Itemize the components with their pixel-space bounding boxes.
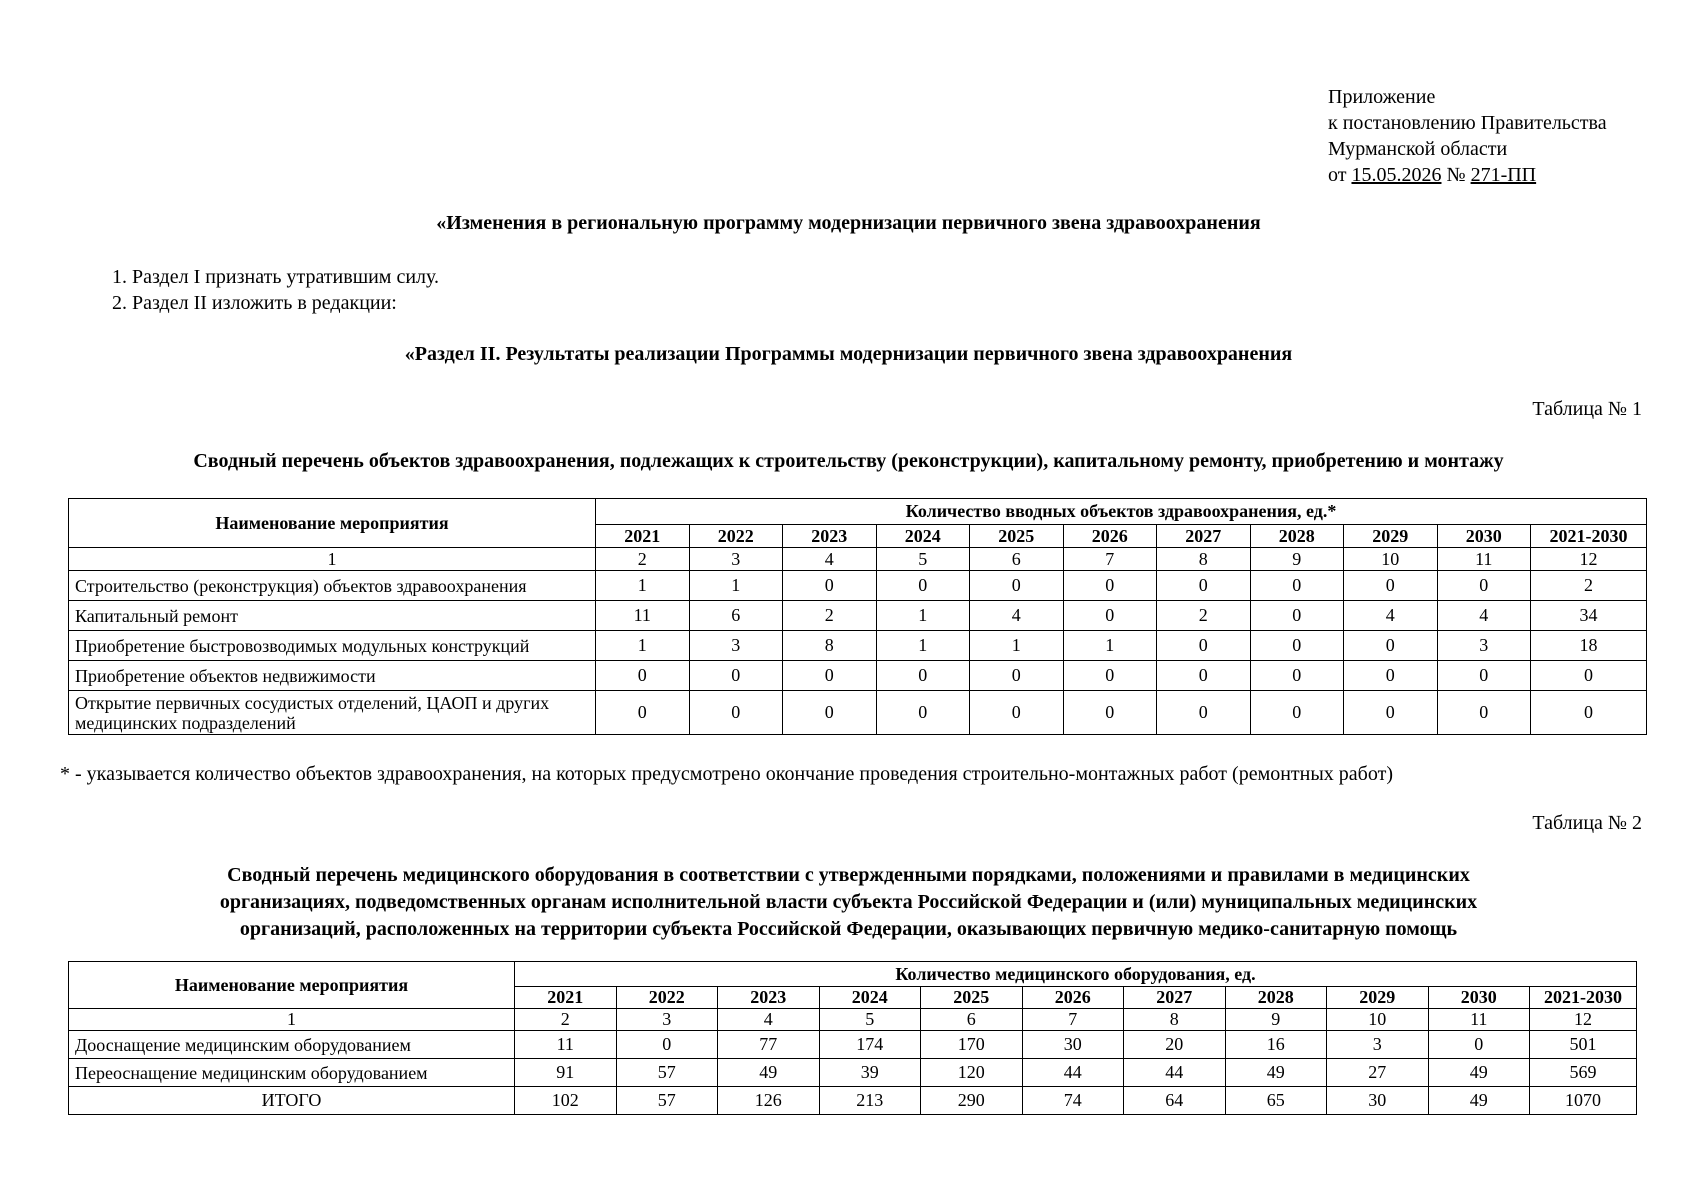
table2-cell: 213 bbox=[819, 1087, 921, 1115]
table2-column-number: 6 bbox=[921, 1009, 1023, 1031]
table1-column-number: 5 bbox=[876, 548, 970, 571]
table1-cell: 0 bbox=[783, 691, 877, 735]
table1-cell: 0 bbox=[1344, 661, 1438, 691]
table1-cell: 0 bbox=[1531, 691, 1647, 735]
table2-cell: 120 bbox=[921, 1059, 1023, 1087]
table2-cell: 174 bbox=[819, 1031, 921, 1059]
table2-cell: 0 bbox=[616, 1031, 718, 1059]
table1-column-number: 6 bbox=[970, 548, 1064, 571]
table2-cell: 30 bbox=[1327, 1087, 1429, 1115]
table1-cell: 34 bbox=[1531, 601, 1647, 631]
table1-column-number: 2 bbox=[596, 548, 690, 571]
table2-title-line-1: Сводный перечень медицинского оборудования в соответствии с утвержденными порядками, положениями и правилами в медицинских bbox=[227, 864, 1470, 886]
table1-cell: 0 bbox=[1344, 571, 1438, 601]
table1-cell: 4 bbox=[970, 601, 1064, 631]
table1-column-number: 7 bbox=[1063, 548, 1157, 571]
appendix-number-sign: № bbox=[1446, 164, 1466, 186]
table1-cell: 0 bbox=[1157, 571, 1251, 601]
table-row bbox=[69, 571, 1647, 601]
table1-year-header: 2021-2030 bbox=[1531, 525, 1647, 548]
table1-cell: 0 bbox=[1250, 571, 1344, 601]
table2-cell: 91 bbox=[515, 1059, 617, 1087]
table1-group-header: Количество вводных объектов здравоохранения, ед.* bbox=[596, 499, 1647, 525]
table1-cell: 0 bbox=[596, 661, 690, 691]
appendix-line-3: Мурманской области bbox=[1328, 138, 1508, 160]
main-title: «Изменения в региональную программу модернизации первичного звена здравоохранения bbox=[436, 212, 1261, 234]
table1-column-number: 9 bbox=[1250, 548, 1344, 571]
table2-cell: 16 bbox=[1225, 1031, 1327, 1059]
table1-cell: 0 bbox=[689, 691, 783, 735]
table1-cell: 0 bbox=[970, 691, 1064, 735]
table1-cell: 2 bbox=[1531, 571, 1647, 601]
table2-column-number: 2 bbox=[515, 1009, 617, 1031]
table2-cell: 49 bbox=[1428, 1059, 1530, 1087]
appendix-block bbox=[1328, 84, 1607, 188]
table1-cell: 0 bbox=[689, 661, 783, 691]
appendix-from-prefix: от bbox=[1328, 164, 1347, 186]
table1-year-header: 2029 bbox=[1344, 525, 1438, 548]
table1-cell: 0 bbox=[1437, 571, 1531, 601]
table1-cell: 3 bbox=[689, 631, 783, 661]
table2-cell: 77 bbox=[718, 1031, 820, 1059]
table2-cell: 569 bbox=[1530, 1059, 1637, 1087]
table1-row-name: Приобретение быстровозводимых модульных конструкций bbox=[69, 631, 596, 661]
table2-year-header: 2025 bbox=[921, 987, 1023, 1009]
table-row bbox=[69, 1087, 1637, 1115]
table1-cell: 0 bbox=[970, 571, 1064, 601]
table1-year-header: 2022 bbox=[689, 525, 783, 548]
table2-cell: 49 bbox=[718, 1059, 820, 1087]
table1-cell: 0 bbox=[1063, 691, 1157, 735]
table2-column-number: 8 bbox=[1124, 1009, 1226, 1031]
table1-column-number: 1 bbox=[69, 548, 596, 571]
table1-cell: 0 bbox=[596, 691, 690, 735]
appendix-number: 271-ПП bbox=[1470, 164, 1537, 186]
table2-column-number: 7 bbox=[1022, 1009, 1124, 1031]
table1-year-header: 2025 bbox=[970, 525, 1064, 548]
table1-cell: 11 bbox=[596, 601, 690, 631]
table1-cell: 0 bbox=[970, 661, 1064, 691]
table1-cell: 0 bbox=[1344, 631, 1438, 661]
table1-footnote: * - указывается количество объектов здравоохранения, на которых предусмотрено окончание проведения строительно-монтажных работ (ремонтных работ) bbox=[60, 763, 1393, 785]
table1 bbox=[68, 498, 1647, 735]
table2-cell: 65 bbox=[1225, 1087, 1327, 1115]
table2-row-name: Дооснащение медицинским оборудованием bbox=[69, 1031, 515, 1059]
table2-cell: 57 bbox=[616, 1087, 718, 1115]
table2-column-number: 5 bbox=[819, 1009, 921, 1031]
table1-year-header: 2028 bbox=[1250, 525, 1344, 548]
table1-cell: 6 bbox=[689, 601, 783, 631]
table2-cell: 74 bbox=[1022, 1087, 1124, 1115]
appendix-date-line bbox=[1328, 162, 1607, 188]
table2-cell: 170 bbox=[921, 1031, 1023, 1059]
table1-title: Сводный перечень объектов здравоохранения, подлежащих к строительству (реконструкции), капитальному ремонту, приобретению и монтажу bbox=[193, 450, 1504, 472]
table1-year-header: 2027 bbox=[1157, 525, 1251, 548]
table1-cell: 0 bbox=[1250, 661, 1344, 691]
table-row bbox=[69, 631, 1647, 661]
table2-year-header: 2026 bbox=[1022, 987, 1124, 1009]
table1-cell: 0 bbox=[783, 571, 877, 601]
table2-cell: 11 bbox=[515, 1031, 617, 1059]
table2-year-header: 2029 bbox=[1327, 987, 1429, 1009]
table1-cell: 0 bbox=[1157, 691, 1251, 735]
table1-row-name: Строительство (реконструкция) объектов здравоохранения bbox=[69, 571, 596, 601]
table2-column-number: 1 bbox=[69, 1009, 515, 1031]
table1-label: Таблица № 1 bbox=[1532, 398, 1642, 420]
table2-column-number: 11 bbox=[1428, 1009, 1530, 1031]
table1-row-name: Приобретение объектов недвижимости bbox=[69, 661, 596, 691]
table2-column-number: 12 bbox=[1530, 1009, 1637, 1031]
item-2: 2. Раздел II изложить в редакции: bbox=[112, 292, 397, 314]
table1-cell: 2 bbox=[783, 601, 877, 631]
table2-cell: 49 bbox=[1225, 1059, 1327, 1087]
table2-column-number: 3 bbox=[616, 1009, 718, 1031]
table2-cell: 27 bbox=[1327, 1059, 1429, 1087]
table1-cell: 0 bbox=[876, 571, 970, 601]
table1-cell: 0 bbox=[1157, 631, 1251, 661]
table2-group-header: Количество медицинского оборудования, ед. bbox=[515, 962, 1637, 987]
table2-row-name: Переоснащение медицинским оборудованием bbox=[69, 1059, 515, 1087]
table2-cell: 3 bbox=[1327, 1031, 1429, 1059]
table1-cell: 0 bbox=[1250, 601, 1344, 631]
table1-cell: 0 bbox=[1250, 691, 1344, 735]
table2-cell: 20 bbox=[1124, 1031, 1226, 1059]
table1-cell: 4 bbox=[1344, 601, 1438, 631]
section-title: «Раздел II. Результаты реализации Программы модернизации первичного звена здравоохранения bbox=[404, 343, 1293, 365]
table1-year-header: 2030 bbox=[1437, 525, 1531, 548]
table1-row-name: Открытие первичных сосудистых отделений, ЦАОП и других медицинских подразделений bbox=[69, 691, 596, 735]
table2-title-line-3: организаций, расположенных на территории субъекта Российской Федерации, оказывающих первичную медико-санитарную помощь bbox=[239, 918, 1458, 940]
table2-year-header: 2030 bbox=[1428, 987, 1530, 1009]
table2-year-header: 2024 bbox=[819, 987, 921, 1009]
table1-cell: 0 bbox=[1157, 661, 1251, 691]
table2-cell: 57 bbox=[616, 1059, 718, 1087]
table1-cell: 0 bbox=[876, 691, 970, 735]
table1-cell: 1 bbox=[689, 571, 783, 601]
table2-cell: 0 bbox=[1428, 1031, 1530, 1059]
table2-title-line-2: организациях, подведомственных органам исполнительной власти субъекта Российской Федерации и (или) муниципальных медицинских bbox=[219, 891, 1478, 913]
table1-cell: 0 bbox=[1344, 691, 1438, 735]
table1-row-name: Капитальный ремонт bbox=[69, 601, 596, 631]
table2-cell: 126 bbox=[718, 1087, 820, 1115]
table2-column-number: 4 bbox=[718, 1009, 820, 1031]
table1-cell: 0 bbox=[1437, 661, 1531, 691]
table1-column-number: 8 bbox=[1157, 548, 1251, 571]
table2-cell: 44 bbox=[1124, 1059, 1226, 1087]
table1-cell: 0 bbox=[1531, 661, 1647, 691]
table2-column-number: 9 bbox=[1225, 1009, 1327, 1031]
table1-cell: 1 bbox=[876, 601, 970, 631]
appendix-line-2: к постановлению Правительства bbox=[1328, 112, 1607, 134]
table2 bbox=[68, 961, 1637, 1115]
table-row bbox=[69, 691, 1647, 735]
table2-year-header: 2022 bbox=[616, 987, 718, 1009]
table1-cell: 1 bbox=[970, 631, 1064, 661]
table1-cell: 0 bbox=[783, 661, 877, 691]
table1-column-number: 11 bbox=[1437, 548, 1531, 571]
table1-cell: 0 bbox=[876, 661, 970, 691]
table1-column-number: 12 bbox=[1531, 548, 1647, 571]
table2-cell: 49 bbox=[1428, 1087, 1530, 1115]
table2-row-name: ИТОГО bbox=[69, 1087, 515, 1115]
table2-cell: 102 bbox=[515, 1087, 617, 1115]
table2-year-header: 2023 bbox=[718, 987, 820, 1009]
table1-column-number: 3 bbox=[689, 548, 783, 571]
table1-cell: 0 bbox=[1063, 661, 1157, 691]
table-row bbox=[69, 601, 1647, 631]
table-row bbox=[69, 1031, 1637, 1059]
table1-cell: 18 bbox=[1531, 631, 1647, 661]
table2-cell: 44 bbox=[1022, 1059, 1124, 1087]
table2-cell: 1070 bbox=[1530, 1087, 1637, 1115]
appendix-date: 15.05.2026 bbox=[1351, 164, 1442, 186]
table2-year-header: 2027 bbox=[1124, 987, 1226, 1009]
table2-year-header: 2021-2030 bbox=[1530, 987, 1637, 1009]
table1-cell: 4 bbox=[1437, 601, 1531, 631]
table1-cell: 8 bbox=[783, 631, 877, 661]
table-row bbox=[69, 1059, 1637, 1087]
table1-cell: 0 bbox=[1063, 601, 1157, 631]
table1-cell: 0 bbox=[1437, 691, 1531, 735]
table2-year-header: 2028 bbox=[1225, 987, 1327, 1009]
table2-cell: 30 bbox=[1022, 1031, 1124, 1059]
table1-cell: 1 bbox=[876, 631, 970, 661]
item-1: 1. Раздел I признать утратившим силу. bbox=[112, 266, 440, 288]
table1-cell: 1 bbox=[596, 571, 690, 601]
appendix-line-1: Приложение bbox=[1328, 86, 1436, 108]
table2-cell: 501 bbox=[1530, 1031, 1637, 1059]
table2-cell: 39 bbox=[819, 1059, 921, 1087]
table1-column-number: 4 bbox=[783, 548, 877, 571]
table1-name-header: Наименование мероприятия bbox=[69, 499, 596, 548]
table1-year-header: 2021 bbox=[596, 525, 690, 548]
table1-cell: 2 bbox=[1157, 601, 1251, 631]
table2-column-number: 10 bbox=[1327, 1009, 1429, 1031]
table1-column-number: 10 bbox=[1344, 548, 1438, 571]
table2-label: Таблица № 2 bbox=[1532, 812, 1642, 834]
table1-cell: 1 bbox=[596, 631, 690, 661]
table1-cell: 0 bbox=[1250, 631, 1344, 661]
table2-cell: 64 bbox=[1124, 1087, 1226, 1115]
table1-cell: 3 bbox=[1437, 631, 1531, 661]
table1-year-header: 2023 bbox=[783, 525, 877, 548]
table1-year-header: 2024 bbox=[876, 525, 970, 548]
table-row bbox=[69, 661, 1647, 691]
table1-year-header: 2026 bbox=[1063, 525, 1157, 548]
table2-cell: 290 bbox=[921, 1087, 1023, 1115]
table1-cell: 1 bbox=[1063, 631, 1157, 661]
table2-name-header: Наименование мероприятия bbox=[69, 962, 515, 1009]
table2-year-header: 2021 bbox=[515, 987, 617, 1009]
table1-cell: 0 bbox=[1063, 571, 1157, 601]
